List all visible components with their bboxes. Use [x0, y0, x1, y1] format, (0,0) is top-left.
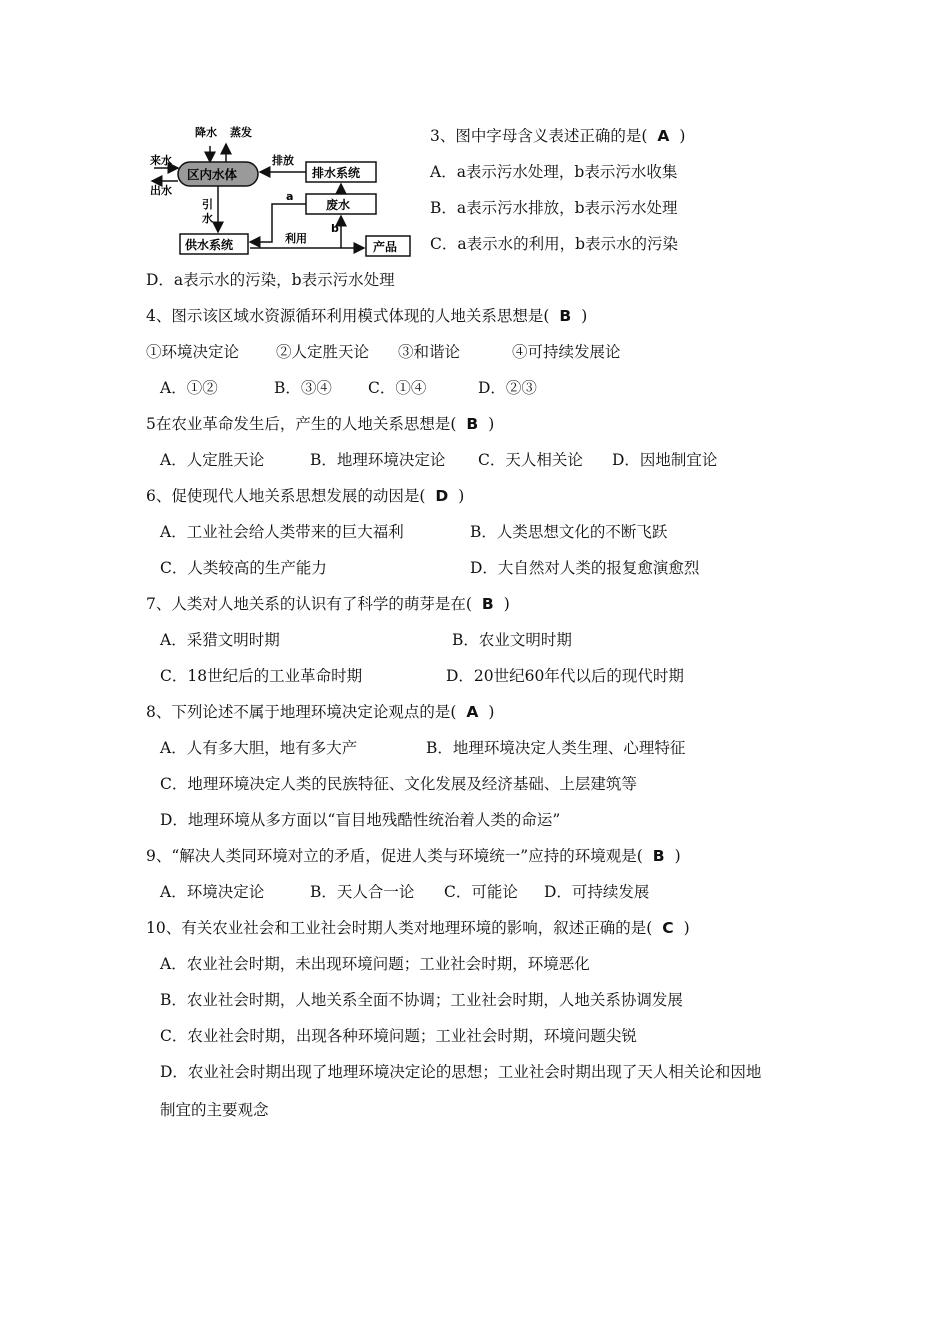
water-body-label: 区内水体: [187, 167, 238, 182]
discharge-label: 排放: [272, 154, 294, 167]
inflow-label: 来水: [150, 154, 172, 167]
question-10-option-a: A．农业社会时期，未出现环境问题；工业社会时期，环境恶化: [160, 955, 590, 973]
supply-system-label: 供水系统: [185, 238, 234, 252]
question-8-option-a: A．人有多大胆，地有多大产: [160, 739, 358, 757]
question-6-answer: D: [435, 487, 449, 505]
question-7-answer: B: [481, 595, 494, 613]
question-9-option-d: D．可持续发展: [544, 883, 650, 901]
question-9-answer: B: [652, 847, 665, 865]
question-10-stem: 10、有关农业社会和工业社会时期人类对地理环境的影响，叙述正确的是( C ): [146, 919, 690, 937]
question-10-option-c: C．农业社会时期，出现各种环境问题；工业社会时期，环境问题尖锐: [160, 1027, 637, 1045]
rain-label: 降水: [195, 126, 217, 139]
question-4-option-c: C．①④: [368, 379, 427, 397]
question-7-option-a: A．采猎文明时期: [160, 631, 280, 649]
wastewater-label: 废水: [326, 198, 351, 212]
question-10-option-d-continued: 制宜的主要观念: [160, 1101, 269, 1119]
drain-system-label: 排水系统: [312, 166, 361, 180]
question-9-option-a: A．环境决定论: [160, 883, 265, 901]
question-3-option-a: A．a表示污水处理，b表示污水收集: [430, 163, 678, 181]
question-6-option-a: A．工业社会给人类带来的巨大福利: [160, 523, 404, 541]
question-4-answer: B: [559, 307, 572, 325]
question-8-option-b: B．地理环境决定人类生理、心理特征: [426, 739, 686, 757]
question-5-option-a: A．人定胜天论: [160, 451, 265, 469]
question-4-option-a: A．①②: [160, 379, 218, 397]
question-5-stem: 5在农业革命发生后，产生的人地关系思想是( B ): [146, 415, 495, 433]
question-7-option-b: B．农业文明时期: [452, 631, 572, 649]
question-10-option-d: D．农业社会时期出现了地理环境决定论的思想；工业社会时期出现了天人相关论和因地: [160, 1063, 762, 1081]
question-6-option-d: D．大自然对人类的报复愈演愈烈: [470, 559, 700, 577]
utilize-label: 利用: [285, 232, 307, 245]
question-5-option-d: D．因地制宜论: [612, 451, 718, 469]
question-3-option-c: C．a表示水的利用，b表示水的污染: [430, 235, 679, 253]
question-5-answer: B: [466, 415, 479, 433]
product-label: 产品: [373, 240, 398, 254]
water-cycle-diagram: [140, 124, 420, 264]
question-3-option-b: B．a表示污水排放，b表示污水处理: [430, 199, 678, 217]
question-3-stem: 3、图中字母含义表述正确的是( A ): [430, 127, 686, 145]
question-4-stem: 4、图示该区域水资源循环利用模式体现的人地关系思想是( B ): [146, 307, 588, 325]
question-4-option-d: D．②③: [478, 379, 537, 397]
question-5-option-c: C．天人相关论: [478, 451, 583, 469]
question-6-option-c: C．人类较高的生产能力: [160, 559, 327, 577]
b-label: b: [331, 222, 339, 235]
question-3-option-d: D．a表示水的污染，b表示污水处理: [146, 271, 395, 289]
question-9-option-b: B．天人合一论: [310, 883, 415, 901]
question-4-item-3: ③和谐论: [398, 343, 461, 361]
question-6-option-b: B．人类思想文化的不断飞跃: [470, 523, 668, 541]
question-7-stem: 7、人类对人地关系的认识有了科学的萌芽是在( B ): [146, 595, 510, 613]
question-9-option-c: C．可能论: [444, 883, 518, 901]
question-10-option-b: B．农业社会时期，人地关系全面不协调；工业社会时期，人地关系协调发展: [160, 991, 683, 1009]
intake-label-2: 水: [202, 212, 213, 225]
question-7-option-d: D．20世纪60年代以后的现代时期: [446, 667, 684, 685]
a-label: a: [286, 190, 294, 203]
question-10-answer: C: [662, 919, 674, 937]
question-8-stem: 8、下列论述不属于地理环境决定论观点的是( A ): [146, 703, 495, 721]
question-6-stem: 6、促使现代人地关系思想发展的动因是( D ): [146, 487, 465, 505]
question-8-option-c: C．地理环境决定人类的民族特征、文化发展及经济基础、上层建筑等: [160, 775, 637, 793]
question-4-option-b: B．③④: [274, 379, 332, 397]
question-9-stem: 9、“解决人类同环境对立的矛盾，促进人类与环境统一”应持的环境观是( B ): [146, 847, 681, 865]
question-4-item-4: ④可持续发展论: [512, 343, 621, 361]
question-8-answer: A: [466, 703, 479, 721]
evap-label: 蒸发: [230, 126, 252, 139]
intake-label-1: 引: [202, 198, 213, 211]
question-7-option-c: C．18世纪后的工业革命时期: [160, 667, 363, 685]
question-5-option-b: B．地理环境决定论: [310, 451, 446, 469]
question-3-answer: A: [657, 127, 670, 145]
question-4-item-1: ①环境决定论: [146, 343, 240, 361]
question-8-option-d: D．地理环境从多方面以“盲目地残酷性统治着人类的命运”: [160, 811, 561, 829]
question-4-item-2: ②人定胜天论: [276, 343, 370, 361]
outflow-label: 出水: [150, 184, 172, 197]
